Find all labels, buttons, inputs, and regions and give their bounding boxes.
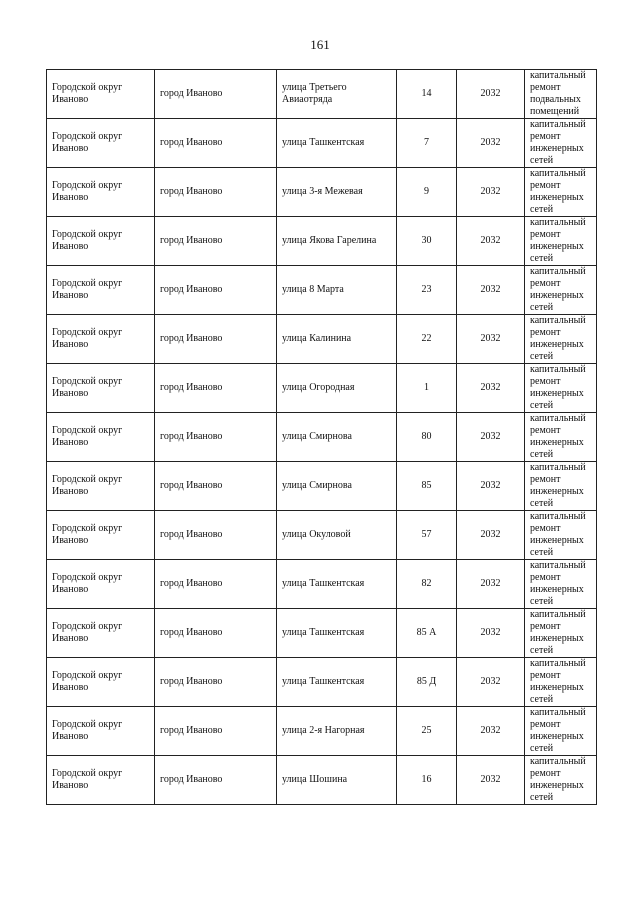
municipal-district-cell: Городской округ Иваново: [47, 315, 155, 364]
table-row: [47, 462, 597, 511]
work-type-cell: капитальный ремонт инженерных сетей: [525, 315, 597, 364]
table-row: [47, 217, 597, 266]
table-row: [47, 413, 597, 462]
street-cell: улица 3-я Межевая: [277, 168, 397, 217]
settlement-cell: город Иваново: [155, 217, 277, 266]
settlement-cell: город Иваново: [155, 609, 277, 658]
house-number-cell: 1: [397, 364, 457, 413]
municipal-district-cell: Городской округ Иваново: [47, 462, 155, 511]
planned-year-cell: 2032: [457, 217, 525, 266]
work-type-cell: капитальный ремонт инженерных сетей: [525, 364, 597, 413]
table-row: [47, 609, 597, 658]
street-cell: улица Шошина: [277, 756, 397, 805]
table-row: [47, 560, 597, 609]
planned-year-cell: 2032: [457, 658, 525, 707]
municipal-district-cell: Городской округ Иваново: [47, 70, 155, 119]
house-number-cell: 82: [397, 560, 457, 609]
settlement-cell: город Иваново: [155, 413, 277, 462]
municipal-district-cell: Городской округ Иваново: [47, 658, 155, 707]
municipal-district-cell: Городской округ Иваново: [47, 364, 155, 413]
house-number-cell: 57: [397, 511, 457, 560]
street-cell: улица Ташкентская: [277, 609, 397, 658]
municipal-district-cell: Городской округ Иваново: [47, 413, 155, 462]
municipal-district-cell: Городской округ Иваново: [47, 707, 155, 756]
street-cell: улица Ташкентская: [277, 560, 397, 609]
house-number-cell: 9: [397, 168, 457, 217]
registry-table-body: [47, 70, 597, 805]
table-row: [47, 364, 597, 413]
table-row: [47, 511, 597, 560]
settlement-cell: город Иваново: [155, 119, 277, 168]
work-type-cell: капитальный ремонт инженерных сетей: [525, 756, 597, 805]
planned-year-cell: 2032: [457, 168, 525, 217]
planned-year-cell: 2032: [457, 462, 525, 511]
work-type-cell: капитальный ремонт инженерных сетей: [525, 609, 597, 658]
work-type-cell: капитальный ремонт инженерных сетей: [525, 119, 597, 168]
municipal-district-cell: Городской округ Иваново: [47, 266, 155, 315]
work-type-cell: капитальный ремонт инженерных сетей: [525, 707, 597, 756]
work-type-cell: капитальный ремонт инженерных сетей: [525, 511, 597, 560]
work-type-cell: капитальный ремонт подвальных помещений: [525, 70, 597, 119]
settlement-cell: город Иваново: [155, 707, 277, 756]
work-type-cell: капитальный ремонт инженерных сетей: [525, 658, 597, 707]
planned-year-cell: 2032: [457, 609, 525, 658]
street-cell: улица Окуловой: [277, 511, 397, 560]
work-type-cell: капитальный ремонт инженерных сетей: [525, 266, 597, 315]
municipal-district-cell: Городской округ Иваново: [47, 511, 155, 560]
settlement-cell: город Иваново: [155, 462, 277, 511]
street-cell: улица Ташкентская: [277, 658, 397, 707]
planned-year-cell: 2032: [457, 364, 525, 413]
table-row: [47, 658, 597, 707]
street-cell: улица Огородная: [277, 364, 397, 413]
settlement-cell: город Иваново: [155, 658, 277, 707]
planned-year-cell: 2032: [457, 315, 525, 364]
municipal-district-cell: Городской округ Иваново: [47, 609, 155, 658]
settlement-cell: город Иваново: [155, 168, 277, 217]
table-row: [47, 119, 597, 168]
table-row: [47, 707, 597, 756]
house-number-cell: 23: [397, 266, 457, 315]
street-cell: улица 8 Марта: [277, 266, 397, 315]
table-row: [47, 315, 597, 364]
table-row: [47, 756, 597, 805]
planned-year-cell: 2032: [457, 70, 525, 119]
municipal-district-cell: Городской округ Иваново: [47, 168, 155, 217]
street-cell: улица Якова Гарелина: [277, 217, 397, 266]
street-cell: улица 2-я Нагорная: [277, 707, 397, 756]
settlement-cell: город Иваново: [155, 266, 277, 315]
house-number-cell: 85 А: [397, 609, 457, 658]
planned-year-cell: 2032: [457, 560, 525, 609]
street-cell: улица Третьего Авиаотряда: [277, 70, 397, 119]
table-row: [47, 266, 597, 315]
house-number-cell: 22: [397, 315, 457, 364]
house-number-cell: 7: [397, 119, 457, 168]
street-cell: улица Смирнова: [277, 462, 397, 511]
house-number-cell: 85 Д: [397, 658, 457, 707]
work-type-cell: капитальный ремонт инженерных сетей: [525, 560, 597, 609]
table-row: [47, 70, 597, 119]
settlement-cell: город Иваново: [155, 364, 277, 413]
work-type-cell: капитальный ремонт инженерных сетей: [525, 168, 597, 217]
work-type-cell: капитальный ремонт инженерных сетей: [525, 217, 597, 266]
house-number-cell: 30: [397, 217, 457, 266]
house-number-cell: 14: [397, 70, 457, 119]
street-cell: улица Калинина: [277, 315, 397, 364]
street-cell: улица Ташкентская: [277, 119, 397, 168]
work-type-cell: капитальный ремонт инженерных сетей: [525, 413, 597, 462]
planned-year-cell: 2032: [457, 707, 525, 756]
municipal-district-cell: Городской округ Иваново: [47, 119, 155, 168]
street-cell: улица Смирнова: [277, 413, 397, 462]
page-number: 161: [310, 37, 330, 52]
house-number-cell: 25: [397, 707, 457, 756]
settlement-cell: город Иваново: [155, 560, 277, 609]
settlement-cell: город Иваново: [155, 70, 277, 119]
house-number-cell: 85: [397, 462, 457, 511]
municipal-district-cell: Городской округ Иваново: [47, 756, 155, 805]
settlement-cell: город Иваново: [155, 511, 277, 560]
planned-year-cell: 2032: [457, 413, 525, 462]
registry-table: [46, 69, 597, 805]
planned-year-cell: 2032: [457, 756, 525, 805]
municipal-district-cell: Городской округ Иваново: [47, 217, 155, 266]
house-number-cell: 16: [397, 756, 457, 805]
municipal-district-cell: Городской округ Иваново: [47, 560, 155, 609]
work-type-cell: капитальный ремонт инженерных сетей: [525, 462, 597, 511]
house-number-cell: 80: [397, 413, 457, 462]
planned-year-cell: 2032: [457, 266, 525, 315]
table-row: [47, 168, 597, 217]
settlement-cell: город Иваново: [155, 315, 277, 364]
planned-year-cell: 2032: [457, 119, 525, 168]
settlement-cell: город Иваново: [155, 756, 277, 805]
planned-year-cell: 2032: [457, 511, 525, 560]
